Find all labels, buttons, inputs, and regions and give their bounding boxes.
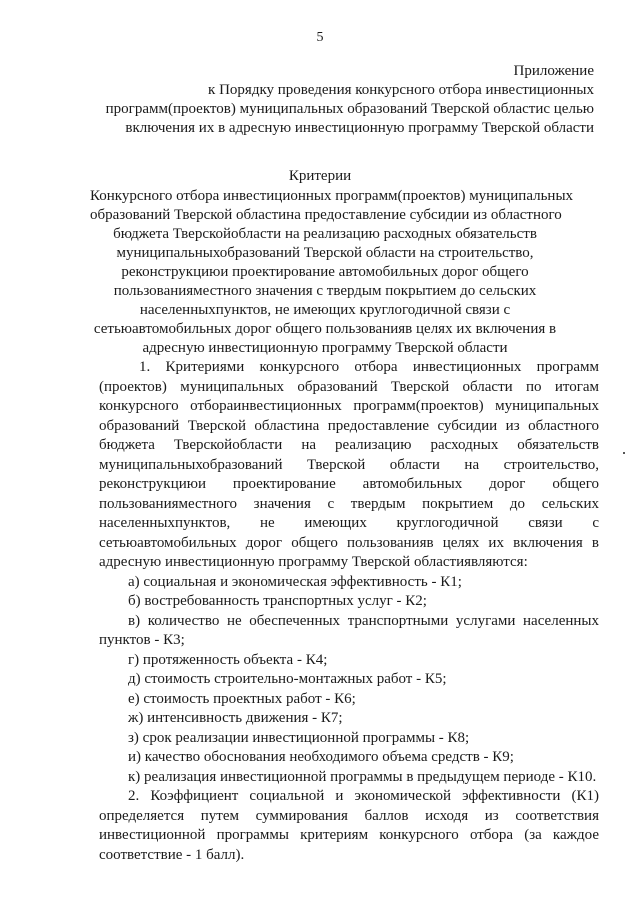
paragraph-line: реконструкциюи проектирование автомобильных дорог общего (99, 476, 599, 492)
appendix-line: к Порядку проведения конкурсного отбора инвестиционных (208, 82, 594, 98)
paragraph-line: 2. Коэффициент социальной и экономической эффективности (К1) (128, 788, 599, 804)
subtitle-line: образований Тверской областина предоставление субсидии из областного (90, 207, 562, 223)
list-item: к) реализация инвестиционной программы в предыдущем периоде - К10. (128, 768, 597, 785)
paragraph-line: образований Тверской областина предоставление субсидии из областного (99, 417, 599, 434)
paragraph-line: определяется путем суммирования баллов исходя из соответствия (99, 807, 599, 824)
scan-speck (623, 452, 625, 454)
list-item-continuation: пунктов - К3; (99, 632, 185, 648)
criteria-list (99, 573, 599, 788)
subtitle-line: сетьюавтомобильных дорог общего пользованияв целях их включения в (93, 321, 557, 337)
paragraph-line: 1. Критериями конкурсного отбора инвестиционных программ (139, 359, 599, 375)
subtitle-line: населенныхпунктов, не имеющих круглогодичной связи с (139, 302, 511, 318)
list-item: г) протяженность объекта - К4; (128, 651, 328, 668)
subtitle-line: адресную инвестиционную программу Тверской области (142, 340, 508, 356)
paragraph-line: населенныхпунктов, не имеющих круглогодичной связи с (99, 515, 599, 531)
paragraph-line: инвестиционной программы критериям конкурсного отбора (за каждое (99, 827, 599, 843)
appendix-header (74, 62, 594, 138)
paragraph-line: пользованияместного значения с твердым покрытием до сельских (99, 495, 599, 512)
subtitle-line: бюджета Тверскойобласти на реализацию расходных обязательств (113, 226, 537, 242)
criteria-subtitle (90, 187, 574, 358)
paragraph-line: бюджета Тверскойобласти на реализацию расходных обязательств (99, 437, 599, 453)
subtitle-line: муниципальныхобразований Тверской области на строительство, (116, 245, 534, 261)
appendix-line: программ(проектов) муниципальных образований Тверской областис целью (105, 101, 594, 117)
paragraph-line: сетьюавтомобильных дорог общего пользованияв целях их включения в (99, 534, 599, 551)
appendix-line: включения их в адресную инвестиционную программу Тверской области (125, 120, 594, 136)
list-item: д) стоимость строительно-монтажных работ - К5; (128, 671, 447, 687)
paragraph-1 (99, 358, 599, 573)
list-item: а) социальная и экономическая эффективность - К1; (128, 573, 462, 590)
paragraph-line: соответствие - 1 балл). (99, 846, 245, 863)
paragraph-line: адресную инвестиционную программу Тверской областиявляются: (99, 554, 528, 570)
list-item: ж) интенсивность движения - К7; (128, 710, 343, 726)
paragraph-line: (проектов) муниципальных образований Тверской области по итогам (99, 378, 599, 395)
page-number: 5 (316, 30, 324, 45)
paragraph-2 (99, 787, 599, 865)
appendix-title: Приложение (513, 63, 594, 79)
list-item: и) качество обоснования необходимого объема средств - К9; (128, 749, 514, 765)
paragraph-line: конкурсного отбораинвестиционных программ(проектов) муниципальных (99, 398, 599, 414)
body-text (99, 358, 599, 865)
list-item: в) количество не обеспеченных транспортными услугами населенных (128, 612, 599, 629)
subtitle-line: пользованияместного значения с твердым покрытием до сельских (113, 283, 537, 299)
list-item: з) срок реализации инвестиционной программы - К8; (128, 729, 470, 746)
subtitle-line: реконструкциюи проектирование автомобильных дорог общего (121, 264, 529, 280)
paragraph-line: муниципальныхобразований Тверской области на строительство, (99, 456, 599, 473)
list-item: е) стоимость проектных работ - К6; (128, 690, 356, 707)
subtitle-line: Конкурсного отбора инвестиционных программ(проектов) муниципальных (90, 188, 574, 204)
criteria-title: Критерии (288, 168, 352, 184)
list-item: б) востребованность транспортных услуг - К2; (128, 593, 427, 609)
